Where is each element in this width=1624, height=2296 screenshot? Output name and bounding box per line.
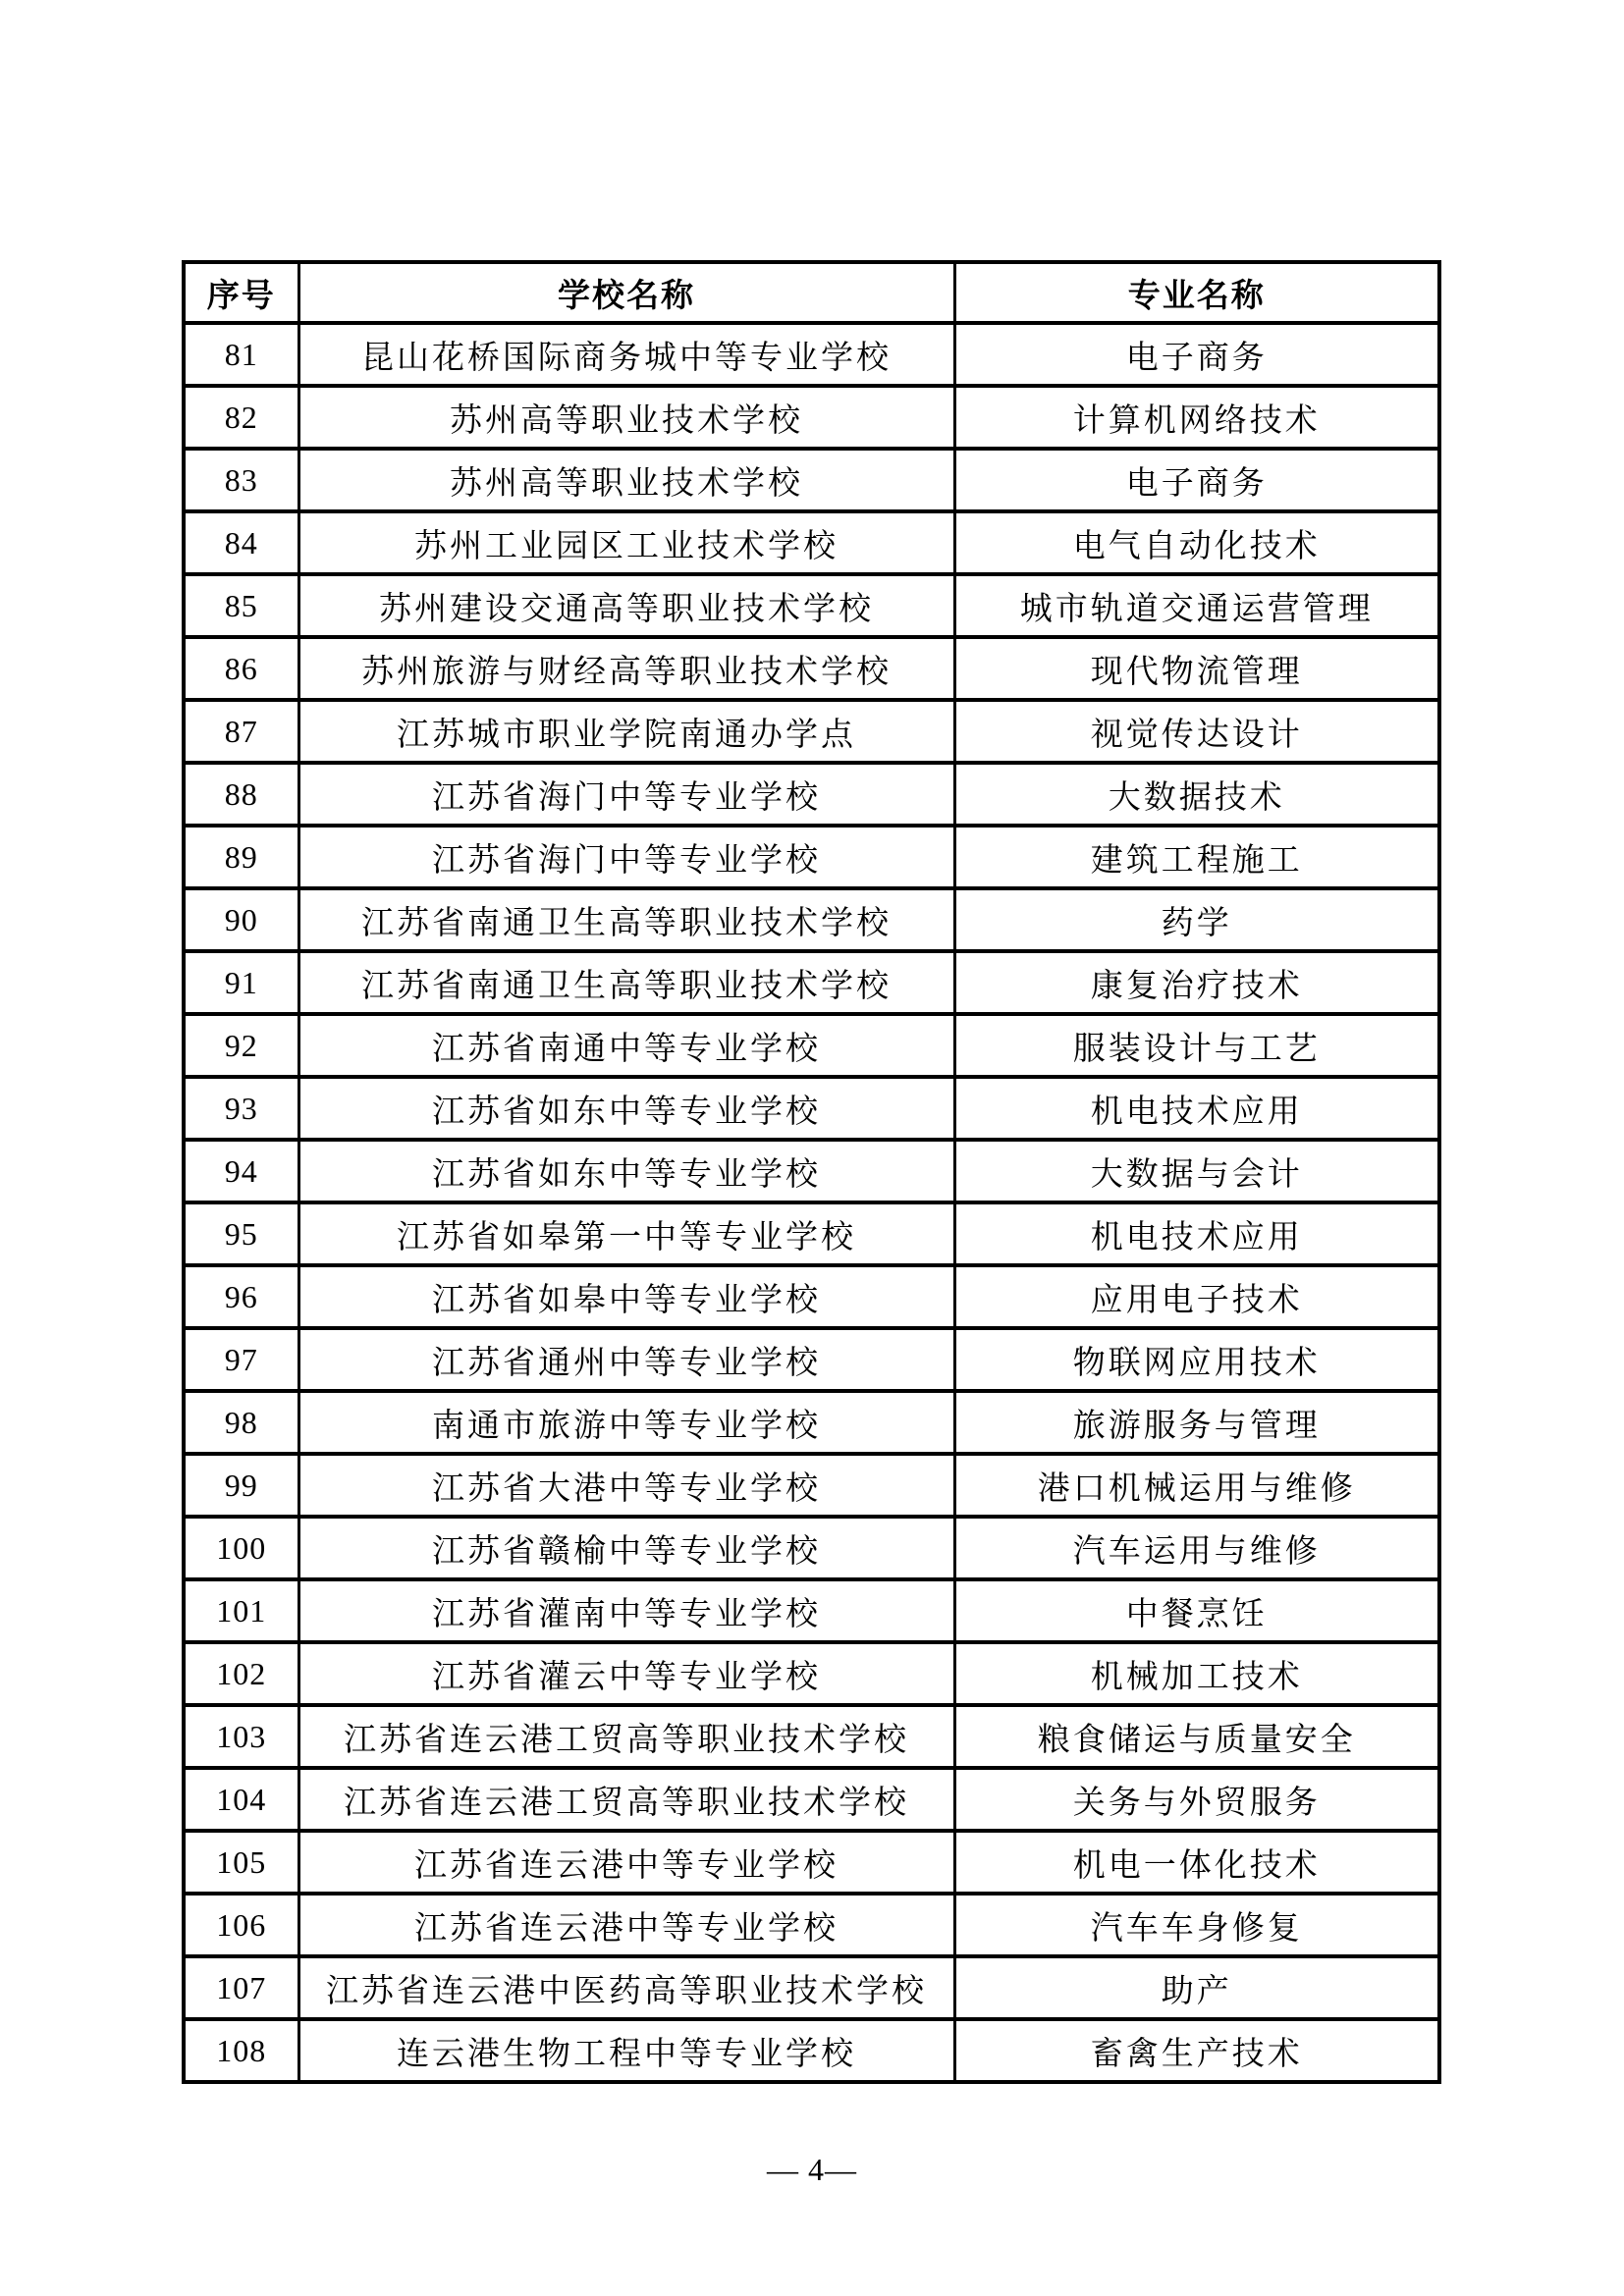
table-row <box>184 1894 1439 1956</box>
cell-no: 107 <box>184 1956 298 2019</box>
cell-major: 中餐烹饪 <box>954 1579 1439 1642</box>
cell-school: 江苏省大港中等专业学校 <box>298 1454 954 1517</box>
cell-major: 物联网应用技术 <box>954 1328 1439 1391</box>
cell-school: 江苏省海门中等专业学校 <box>298 826 954 888</box>
cell-no: 82 <box>184 386 298 449</box>
cell-school: 苏州旅游与财经高等职业技术学校 <box>298 637 954 700</box>
cell-no: 102 <box>184 1642 298 1705</box>
table-row <box>184 888 1439 951</box>
table-row <box>184 1517 1439 1579</box>
cell-school: 江苏省如皋中等专业学校 <box>298 1265 954 1328</box>
cell-no: 89 <box>184 826 298 888</box>
cell-no: 86 <box>184 637 298 700</box>
table-row <box>184 700 1439 763</box>
cell-major: 旅游服务与管理 <box>954 1391 1439 1454</box>
cell-no: 87 <box>184 700 298 763</box>
cell-school: 江苏省灌南中等专业学校 <box>298 1579 954 1642</box>
cell-school: 江苏省连云港中等专业学校 <box>298 1894 954 1956</box>
cell-major: 汽车车身修复 <box>954 1894 1439 1956</box>
cell-major: 城市轨道交通运营管理 <box>954 574 1439 637</box>
table-row <box>184 1202 1439 1265</box>
page-number: — 4— <box>767 2152 857 2187</box>
cell-major: 电子商务 <box>954 449 1439 511</box>
cell-school: 江苏省如东中等专业学校 <box>298 1077 954 1140</box>
cell-major: 关务与外贸服务 <box>954 1768 1439 1831</box>
cell-major: 药学 <box>954 888 1439 951</box>
cell-no: 81 <box>184 323 298 386</box>
cell-major: 视觉传达设计 <box>954 700 1439 763</box>
table-row <box>184 826 1439 888</box>
cell-school: 江苏省如皋第一中等专业学校 <box>298 1202 954 1265</box>
cell-no: 103 <box>184 1705 298 1768</box>
col-header-index: 序号 <box>184 262 298 323</box>
cell-no: 91 <box>184 951 298 1014</box>
cell-school: 江苏省连云港中等专业学校 <box>298 1831 954 1894</box>
cell-no: 88 <box>184 763 298 826</box>
cell-no: 105 <box>184 1831 298 1894</box>
cell-school: 连云港生物工程中等专业学校 <box>298 2019 954 2082</box>
cell-major: 机械加工技术 <box>954 1642 1439 1705</box>
table-row <box>184 1077 1439 1140</box>
cell-school: 江苏省如东中等专业学校 <box>298 1140 954 1202</box>
cell-no: 90 <box>184 888 298 951</box>
col-header-major: 专业名称 <box>954 262 1439 323</box>
cell-no: 101 <box>184 1579 298 1642</box>
table-row <box>184 637 1439 700</box>
table-row <box>184 323 1439 386</box>
cell-major: 大数据与会计 <box>954 1140 1439 1202</box>
cell-no: 83 <box>184 449 298 511</box>
table-row <box>184 511 1439 574</box>
cell-no: 106 <box>184 1894 298 1956</box>
table-row <box>184 1831 1439 1894</box>
table-row <box>184 951 1439 1014</box>
table-row <box>184 1705 1439 1768</box>
cell-school: 江苏省南通中等专业学校 <box>298 1014 954 1077</box>
school-major-table <box>182 260 1441 2084</box>
cell-major: 助产 <box>954 1956 1439 2019</box>
cell-major: 建筑工程施工 <box>954 826 1439 888</box>
cell-no: 104 <box>184 1768 298 1831</box>
cell-no: 84 <box>184 511 298 574</box>
table-row <box>184 1642 1439 1705</box>
cell-no: 93 <box>184 1077 298 1140</box>
cell-school: 昆山花桥国际商务城中等专业学校 <box>298 323 954 386</box>
col-header-school: 学校名称 <box>298 262 954 323</box>
cell-school: 苏州高等职业技术学校 <box>298 449 954 511</box>
cell-major: 电气自动化技术 <box>954 511 1439 574</box>
cell-major: 服装设计与工艺 <box>954 1014 1439 1077</box>
cell-school: 江苏省连云港工贸高等职业技术学校 <box>298 1768 954 1831</box>
table-row <box>184 1391 1439 1454</box>
cell-no: 96 <box>184 1265 298 1328</box>
table-row <box>184 1454 1439 1517</box>
cell-school: 苏州建设交通高等职业技术学校 <box>298 574 954 637</box>
table-row <box>184 1328 1439 1391</box>
cell-school: 江苏省南通卫生高等职业技术学校 <box>298 951 954 1014</box>
cell-major: 大数据技术 <box>954 763 1439 826</box>
cell-school: 南通市旅游中等专业学校 <box>298 1391 954 1454</box>
cell-major: 电子商务 <box>954 323 1439 386</box>
cell-major: 现代物流管理 <box>954 637 1439 700</box>
cell-major: 港口机械运用与维修 <box>954 1454 1439 1517</box>
cell-school: 江苏省通州中等专业学校 <box>298 1328 954 1391</box>
cell-no: 97 <box>184 1328 298 1391</box>
cell-major: 机电技术应用 <box>954 1077 1439 1140</box>
table-row <box>184 1956 1439 2019</box>
cell-no: 98 <box>184 1391 298 1454</box>
table-row <box>184 574 1439 637</box>
cell-school: 江苏省南通卫生高等职业技术学校 <box>298 888 954 951</box>
table-row <box>184 1265 1439 1328</box>
cell-school: 江苏省赣榆中等专业学校 <box>298 1517 954 1579</box>
cell-no: 99 <box>184 1454 298 1517</box>
cell-major: 计算机网络技术 <box>954 386 1439 449</box>
cell-no: 85 <box>184 574 298 637</box>
cell-no: 92 <box>184 1014 298 1077</box>
table-row <box>184 1579 1439 1642</box>
cell-school: 江苏省海门中等专业学校 <box>298 763 954 826</box>
cell-major: 畜禽生产技术 <box>954 2019 1439 2082</box>
table-header-row <box>184 262 1439 323</box>
cell-school: 江苏省连云港工贸高等职业技术学校 <box>298 1705 954 1768</box>
cell-school: 江苏城市职业学院南通办学点 <box>298 700 954 763</box>
cell-school: 苏州工业园区工业技术学校 <box>298 511 954 574</box>
table-row <box>184 449 1439 511</box>
cell-no: 108 <box>184 2019 298 2082</box>
table-row <box>184 1140 1439 1202</box>
table-row <box>184 763 1439 826</box>
cell-major: 机电一体化技术 <box>954 1831 1439 1894</box>
cell-no: 94 <box>184 1140 298 1202</box>
table-body <box>184 323 1439 2082</box>
cell-major: 康复治疗技术 <box>954 951 1439 1014</box>
cell-school: 江苏省连云港中医药高等职业技术学校 <box>298 1956 954 2019</box>
cell-major: 应用电子技术 <box>954 1265 1439 1328</box>
cell-major: 汽车运用与维修 <box>954 1517 1439 1579</box>
table-row <box>184 1768 1439 1831</box>
table-row <box>184 386 1439 449</box>
cell-school: 江苏省灌云中等专业学校 <box>298 1642 954 1705</box>
table-row <box>184 2019 1439 2082</box>
cell-no: 100 <box>184 1517 298 1579</box>
cell-major: 粮食储运与质量安全 <box>954 1705 1439 1768</box>
cell-major: 机电技术应用 <box>954 1202 1439 1265</box>
cell-school: 苏州高等职业技术学校 <box>298 386 954 449</box>
cell-no: 95 <box>184 1202 298 1265</box>
table-row <box>184 1014 1439 1077</box>
